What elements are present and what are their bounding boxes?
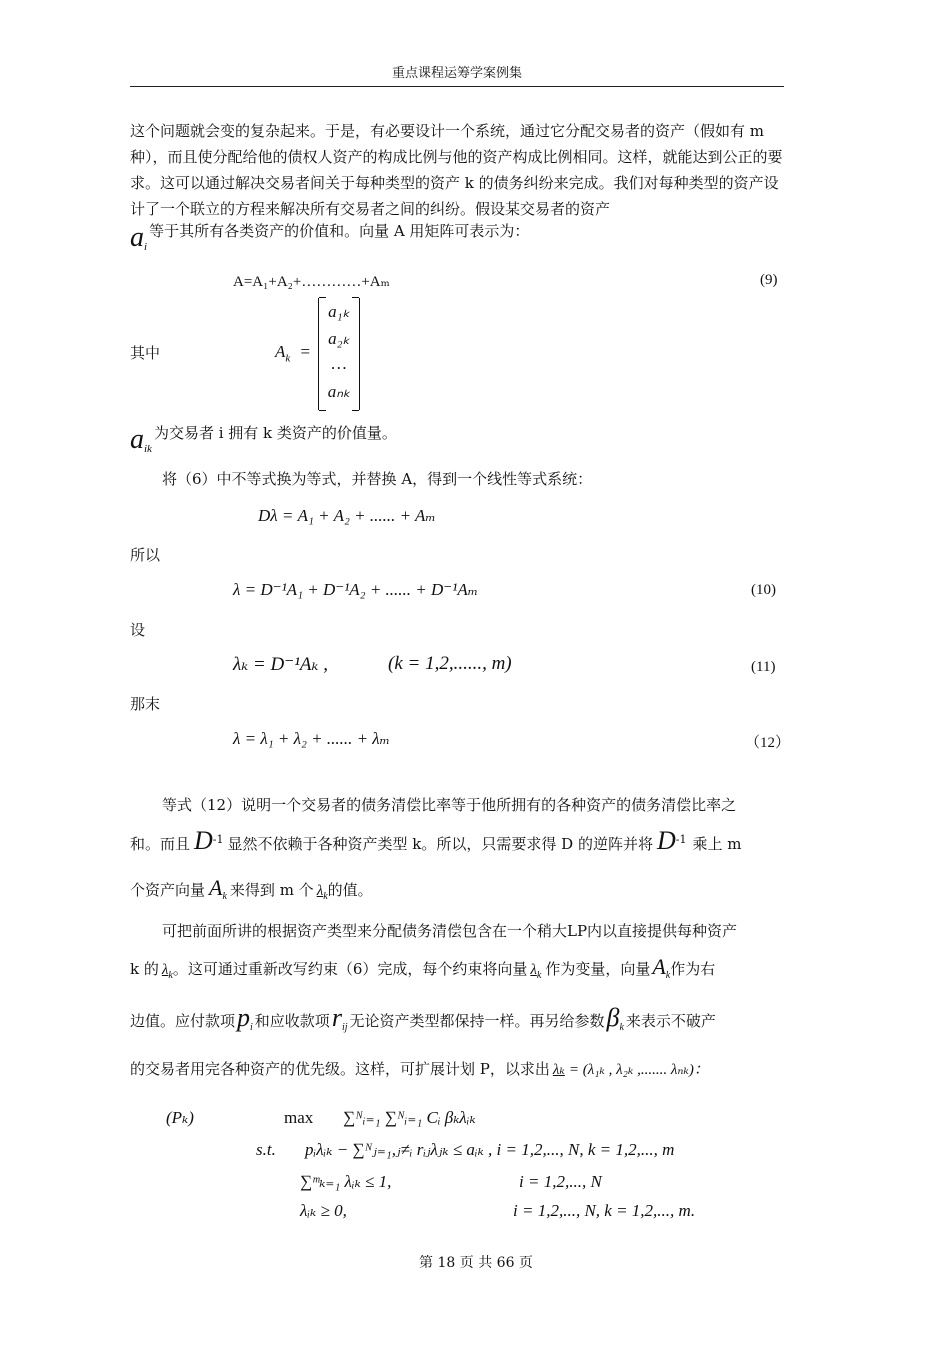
lp-constraint-1: pᵢλᵢₖ − ∑ᴺⱼ₌₁,ⱼ≠ᵢ rᵢⱼλⱼₖ ≤ aᵢₖ , i = 1,2,..., N, k = 1,2,..., m — [305, 1140, 675, 1159]
symbol-D-inverse: -1 — [212, 833, 224, 846]
label-qizhong: 其中 — [130, 344, 161, 362]
ai-definition-text: 等于其所有各类资产的价值和。向量 A 用矩阵可表示为： — [149, 222, 530, 240]
lp-st: s.t. — [256, 1140, 276, 1159]
symbol-beta-sub: k — [619, 1022, 624, 1033]
para2-line2-a: 和。而且 — [130, 835, 191, 853]
symbol-a-sub: i — [144, 241, 148, 254]
para2-line3-c: 的值。 — [327, 881, 373, 899]
symbol-lambda-k-2-sub: k — [168, 970, 173, 981]
para2-line2 — [130, 826, 741, 856]
para3-line2-c: 作为变量，向量 — [545, 960, 651, 978]
para3-line4-a: 的交易者用完各种资产的优先级。这样，可扩展计划 P，以求出 — [130, 1060, 550, 1078]
matrix-cell-1: a₁ₖ — [328, 302, 350, 321]
symbol-a: a — [130, 222, 144, 253]
symbol-lambda-k-2: λ — [161, 962, 169, 978]
lp-objective: ∑ᴺᵢ₌₁ ∑ᴺᵢ₌₁ Cᵢ βₖλᵢₖ — [343, 1108, 476, 1127]
lp-constraint-2-range: i = 1,2,..., N — [519, 1172, 602, 1191]
symbol-D-inverse-2: -1 — [675, 833, 687, 846]
para3-line1: 可把前面所讲的根据资产类型来分配债务清偿包含在一个稍大LP内以直接提供每种资产 — [162, 922, 738, 940]
lp-constraint-3-range: i = 1,2,..., N, k = 1,2,..., m. — [513, 1201, 696, 1220]
para3-line3-c: 无论资产类型都保持一样。再另给参数 — [349, 1012, 605, 1030]
para3-line2-a: k 的 — [130, 960, 159, 978]
matrix-lhs-symbol: A — [275, 342, 286, 361]
matrix-lhs — [275, 342, 310, 364]
lp-constraint-3: λᵢₖ ≥ 0, — [300, 1201, 347, 1220]
symbol-aik-sub: ik — [144, 443, 152, 456]
para2-line2-b: 显然不依赖于各种资产类型 k。所以，只需要求得 D 的逆阵并将 — [227, 835, 653, 853]
symbol-lambda-k-sub: k — [323, 891, 328, 902]
matrix-cell-2: a₂ₖ — [328, 329, 350, 348]
symbol-lambda-k-3: λ — [530, 962, 537, 978]
symbol-Ak-2: A — [652, 954, 666, 979]
para2-line3-a: 个资产向量 — [130, 881, 206, 899]
symbol-Ak-2-sub: k — [665, 970, 671, 981]
equation-d-lambda: Dλ = A₁ + A₂ + ...... + Aₘ — [258, 506, 436, 525]
symbol-D: D — [194, 826, 213, 855]
para3-line4-b: = (λ₁ₖ , λ₂ₖ ,....... λₙₖ)： — [568, 1062, 709, 1078]
lp-label: (Pₖ) — [166, 1108, 194, 1127]
para3-line2 — [130, 954, 715, 981]
symbol-lambda-k: λ — [316, 883, 324, 899]
symbol-p: p — [237, 1003, 251, 1032]
replace-sentence: 将（6）中不等式换为等式，并替换 A，得到一个线性等式系统： — [162, 470, 593, 488]
symbol-lambda-k-3-sub: k — [536, 970, 542, 981]
equation-9: A=A₁+A₂+…………+Aₘ — [233, 274, 390, 290]
symbol-Ak: A — [209, 875, 223, 900]
symbol-r: r — [331, 1003, 342, 1032]
para3-line3-a: 边值。应付款项 — [130, 1012, 236, 1030]
equation-11-condition: (k = 1,2,......, m) — [388, 653, 512, 674]
equation-12: λ = λ₁ + λ₂ + ...... + λₘ — [233, 729, 391, 748]
lp-max: max — [284, 1108, 314, 1127]
symbol-Ak-sub: k — [222, 891, 227, 902]
para3-line2-d: 作为右 — [670, 960, 716, 978]
aik-definition — [130, 424, 395, 456]
para3-line3 — [130, 1003, 716, 1033]
para3-line3-d: 来表示不破产 — [625, 1012, 716, 1030]
symbol-beta: β — [606, 1003, 620, 1032]
symbol-lambda-k-4: λₖ — [552, 1062, 565, 1078]
equation-10-number: (10) — [751, 582, 776, 598]
para3-line4 — [130, 1058, 709, 1079]
label-she: 设 — [130, 621, 146, 639]
para2-line2-c: 乘上 m — [692, 835, 742, 853]
para2-line3-b: 来得到 m 个 — [229, 881, 314, 899]
ai-definition — [130, 222, 530, 254]
matrix-equals: = — [300, 342, 311, 361]
matrix-lhs-sub: k — [285, 352, 291, 365]
label-suoyi: 所以 — [130, 546, 161, 564]
equation-11-number: (11) — [751, 659, 776, 675]
symbol-r-sub: ij — [341, 1022, 348, 1033]
equation-11: λₖ = D⁻¹Aₖ , — [233, 654, 328, 675]
header-rule — [130, 86, 784, 87]
matrix-cell-4: aₙₖ — [327, 382, 351, 401]
page-footer: 第 18 页 共 66 页 — [419, 1255, 533, 1271]
aik-definition-text: 为交易者 i 拥有 k 类资产的价值量。 — [153, 424, 397, 442]
para3-line3-b: 和应收款项 — [254, 1012, 330, 1030]
symbol-aik: a — [130, 424, 144, 455]
column-matrix — [318, 298, 360, 410]
para2-line3 — [130, 875, 373, 902]
label-name: 那末 — [130, 695, 161, 713]
page-header: 重点课程运筹学案例集 — [391, 66, 522, 81]
symbol-D-2: D — [656, 826, 676, 855]
para3-line2-b: 。这可通过重新改写约束（6）完成，每个约束将向量 — [172, 960, 528, 978]
para2-line1: 等式（12）说明一个交易者的债务清偿比率等于他所拥有的各种资产的债务清偿比率之 — [162, 796, 737, 814]
paragraph-intro: 这个问题就会变的复杂起来。于是，有必要设计一个系统，通过它分配交易者的资产（假如有 m 种），而且使分配给他的债权人资产的构成比例与他的资产构成比例相同。这样，就能达到公正的要求。这可以通过解决交易者间关于每种类型的资产 k 的债务纠纷来完成。我们对每种类型的资产设计了一个联立的方程来解决所有交易者之间的纠纷。假设某交易者的资产 — [130, 122, 783, 218]
lp-constraint-2: ∑ᵐₖ₌₁ λᵢₖ ≤ 1, — [300, 1172, 392, 1191]
equation-10: λ = D⁻¹A₁ + D⁻¹A₂ + ...... + D⁻¹Aₘ — [233, 580, 479, 599]
symbol-p-sub: i — [250, 1022, 253, 1033]
matrix-cell-3: … — [331, 354, 347, 373]
equation-9-number: (9) — [760, 272, 778, 288]
equation-12-number: （12） — [745, 735, 791, 751]
